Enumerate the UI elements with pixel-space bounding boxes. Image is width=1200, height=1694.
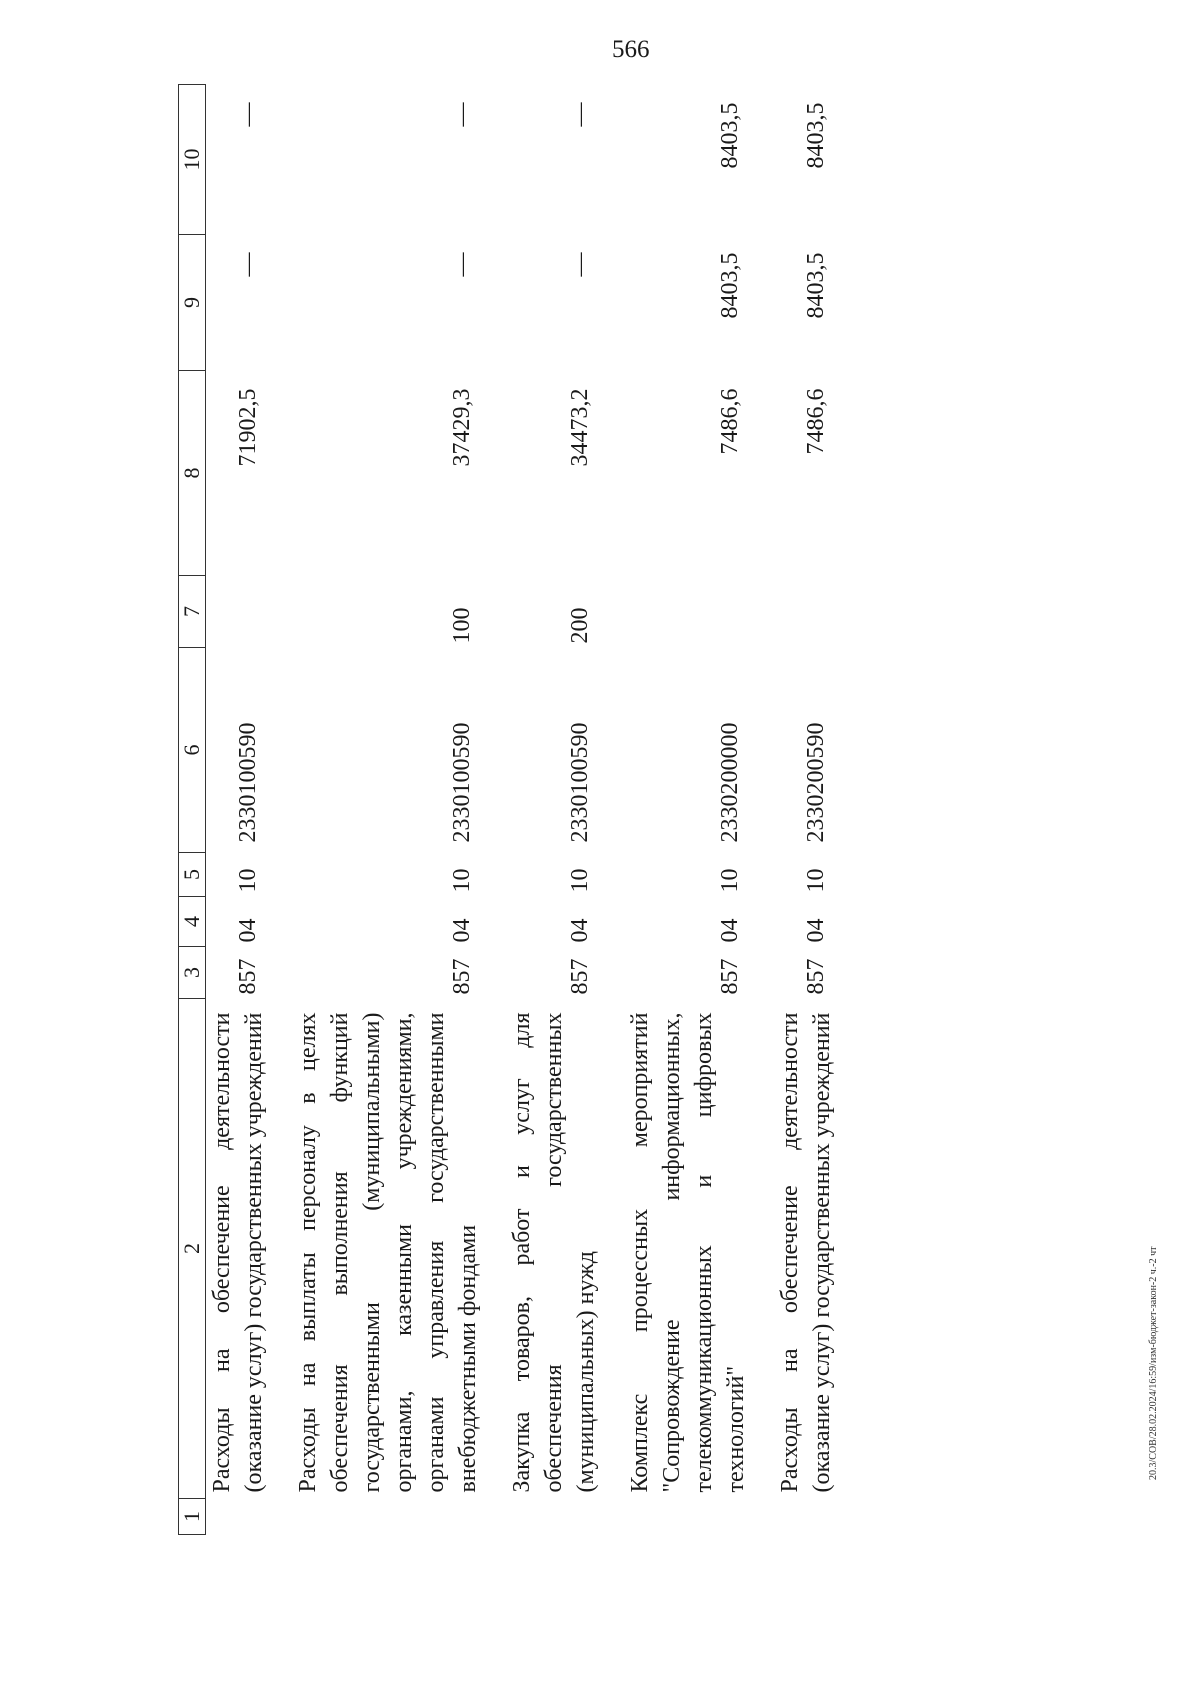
cell-col1 bbox=[506, 1499, 602, 1535]
cell-amount-3: 8403,5 bbox=[803, 102, 829, 169]
cell-amount-3: — bbox=[449, 102, 475, 127]
col-header: 9 bbox=[179, 235, 206, 371]
cell-amount-3: — bbox=[567, 102, 593, 127]
cell-expense-type: 200 bbox=[567, 607, 593, 644]
col-header: 3 bbox=[179, 947, 206, 999]
cell-section: 04 bbox=[803, 918, 829, 943]
table-row bbox=[624, 85, 752, 1535]
cell-subsection: 10 bbox=[449, 868, 475, 893]
row-gap bbox=[270, 85, 292, 1535]
cell-subsection: 10 bbox=[235, 868, 261, 893]
rotated-table-wrapper bbox=[178, 85, 1068, 1535]
table-row bbox=[292, 85, 484, 1535]
cell-amount-1: 7486,6 bbox=[717, 388, 743, 455]
cell-amount-1: 7486,6 bbox=[803, 388, 829, 455]
cell-section: 04 bbox=[567, 918, 593, 943]
cell-amount-2: — bbox=[235, 252, 261, 277]
cell-amount-1: 34473,2 bbox=[567, 388, 593, 467]
cell-description: Расходы на обеспечение деятельности (оказание услуг) государственных учреждений bbox=[209, 1012, 267, 1493]
cell-amount-2: — bbox=[567, 252, 593, 277]
table-row bbox=[774, 85, 838, 1535]
cell-amount-2: 8403,5 bbox=[803, 252, 829, 319]
footer-stamp: 20.3/СОВ/28.02.2024/16:59/изм-бюджет-закон-2 ч.-2 чт bbox=[1148, 1246, 1159, 1480]
cell-amount-3: — bbox=[235, 102, 261, 127]
cell-description: Закупка товаров, работ и услуг для обеспечения государственных (муниципальных) нужд bbox=[509, 1012, 599, 1493]
col-header: 5 bbox=[179, 853, 206, 897]
row-gap bbox=[602, 85, 624, 1535]
col-header: 7 bbox=[179, 576, 206, 648]
cell-amount-3: 8403,5 bbox=[717, 102, 743, 169]
cell-target-code: 2330100590 bbox=[449, 722, 475, 843]
col-header: 6 bbox=[179, 648, 206, 853]
col-header: 2 bbox=[179, 999, 206, 1499]
col-header: 1 bbox=[179, 1499, 206, 1535]
cell-amount-1: 37429,3 bbox=[449, 388, 475, 467]
cell-expense-type bbox=[624, 576, 752, 648]
cell-expense-type bbox=[206, 576, 271, 648]
cell-col1 bbox=[292, 1499, 484, 1535]
cell-expense-type bbox=[774, 576, 838, 648]
cell-ministry: 857 bbox=[235, 958, 261, 995]
cell-expense-type: 100 bbox=[449, 607, 475, 644]
cell-target-code: 2330200590 bbox=[803, 722, 829, 843]
cell-subsection: 10 bbox=[567, 868, 593, 893]
cell-section: 04 bbox=[717, 918, 743, 943]
budget-table bbox=[178, 84, 838, 1535]
cell-description: Расходы на обеспечение деятельности (оказание услуг) государственных учреждений bbox=[777, 1012, 835, 1493]
cell-amount-1: 71902,5 bbox=[235, 388, 261, 467]
cell-description: Расходы на выплаты персоналу в целях обеспечения выполнения функций государственными (муниципальными) органами, казенными учреждениями, органами управления государственными внебюджетными фондами bbox=[295, 1012, 481, 1493]
cell-description: Комплекс процессных мероприятий "Сопровождение информационных, телекоммуникационных и цифровых технологий" bbox=[627, 1012, 749, 1493]
table-row bbox=[506, 85, 602, 1535]
page-number: 566 bbox=[612, 36, 650, 63]
cell-target-code: 2330200000 bbox=[717, 722, 743, 843]
cell-amount-2: — bbox=[449, 252, 475, 277]
row-gap bbox=[484, 85, 506, 1535]
cell-subsection: 10 bbox=[717, 868, 743, 893]
cell-ministry: 857 bbox=[803, 958, 829, 995]
cell-ministry: 857 bbox=[567, 958, 593, 995]
cell-ministry: 857 bbox=[717, 958, 743, 995]
col-header: 4 bbox=[179, 897, 206, 947]
table-row bbox=[206, 85, 271, 1535]
cell-target-code: 2330100590 bbox=[567, 722, 593, 843]
cell-subsection: 10 bbox=[803, 868, 829, 893]
cell-col1 bbox=[624, 1499, 752, 1535]
cell-amount-2: 8403,5 bbox=[717, 252, 743, 319]
col-header: 10 bbox=[179, 85, 206, 235]
cell-ministry: 857 bbox=[449, 958, 475, 995]
cell-section: 04 bbox=[449, 918, 475, 943]
cell-section: 04 bbox=[235, 918, 261, 943]
cell-target-code: 2330100590 bbox=[235, 722, 261, 843]
cell-col1 bbox=[206, 1499, 271, 1535]
col-header: 8 bbox=[179, 371, 206, 576]
row-gap bbox=[752, 85, 774, 1535]
cell-col1 bbox=[774, 1499, 838, 1535]
header-row bbox=[179, 85, 206, 1535]
